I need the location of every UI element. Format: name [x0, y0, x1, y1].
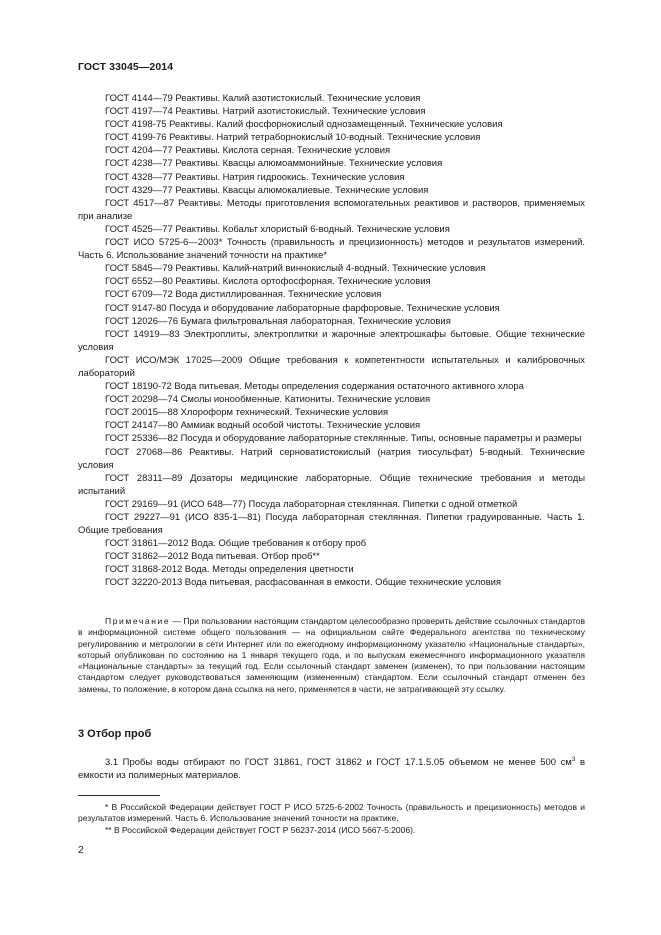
reference-item: ГОСТ ИСО 5725-6—2003* Точность (правильность и прецизионность) методов и результатов измерений. Часть 6. Использование значений точности на практике* [78, 237, 585, 262]
reference-item: ГОСТ 4199-76 Реактивы. Натрий тетраборнокислый 10-водный. Технические условия [105, 132, 481, 144]
superscript: 3 [571, 756, 576, 763]
reference-item: ГОСТ 6552—80 Реактивы. Кислота ортофосфорная. Технические условия [105, 276, 431, 288]
reference-item: ГОСТ 9147-80 Посуда и оборудование лабораторные фарфоровые. Технические условия [105, 302, 500, 314]
reference-item: ГОСТ 4238—77 Реактивы. Квасцы алюмоаммонийные. Технические условия [105, 158, 443, 170]
reference-item: ГОСТ 20015—88 Хлороформ технический. Технические условия [105, 407, 389, 419]
reference-item: ГОСТ 31862—2012 Вода питьевая. Отбор проб** [105, 551, 320, 563]
running-header: ГОСТ 33045—2014 [78, 61, 174, 73]
footnotes [78, 802, 585, 836]
page-number: 2 [78, 844, 84, 856]
reference-item: ГОСТ 32220-2013 Вода питьевая, расфасованная в емкости. Общие технические условия [105, 577, 502, 589]
reference-item: ГОСТ 4204—77 Реактивы. Кислота серная. Технические условия [105, 145, 391, 157]
reference-item: ГОСТ 25336—82 Посуда и оборудование лабораторные стеклянные. Типы, основные параметры и размеры [105, 433, 582, 445]
note-label: Примечание [105, 616, 171, 626]
reference-item: ГОСТ 4328—77 Реактивы. Натрия гидроокись. Технические условия [105, 171, 405, 183]
note-paragraph [78, 616, 585, 695]
reference-item: ГОСТ 4525—77 Реактивы. Кобальт хлористый 6-водный. Технические условия [105, 223, 450, 235]
reference-item: ГОСТ 4144—79 Реактивы. Калий азотистокислый. Технические условия [105, 93, 421, 104]
footnote: * В Российской Федерации действует ГОСТ Р ИСО 5725-6-2002 Точность (правильность и прецизионность) методов и результатов измерений. Часть 6. Использование значений точности на практике. [78, 802, 585, 824]
reference-item: ГОСТ 24147—80 Аммиак водный особой чистоты. Технические условия [105, 420, 421, 432]
section-text-end: в емкости из полимерных материалов. [78, 757, 585, 782]
reference-item: ГОСТ 5845—79 Реактивы. Калий-натрий виннокислый 4-водный. Технические условия [105, 263, 486, 275]
reference-item: ГОСТ 4517—87 Реактивы. Методы приготовления вспомогательных реактивов и растворов, применяемых при анализе [78, 197, 585, 222]
reference-item: ГОСТ 6709—72 Вода дистиллированная. Технические условия [105, 289, 382, 301]
footnote: ** В Российской Федерации действует ГОСТ Р 56237-2014 (ИСО 5667-5:2006). [105, 824, 416, 835]
section-paragraph [78, 753, 585, 782]
reference-item: ГОСТ 31868-2012 Вода. Методы определения цветности [105, 564, 354, 576]
reference-item: ГОСТ 27068—86 Реактивы. Натрий серноватистокислый (натрия тиосульфат) 5-водный. Технические условия [78, 446, 585, 471]
reference-item: ГОСТ 18190-72 Вода питьевая. Методы определения содержания остаточного активного хлора [105, 381, 524, 393]
section-text: 3.1 Пробы воды отбирают по ГОСТ 31861, ГОСТ 31862 и ГОСТ 17.1.5.05 объемом не менее 500 см [105, 757, 572, 768]
reference-item: ГОСТ 4198-75 Реактивы. Калий фосфорнокислый однозамещенный. Технические условия [105, 119, 503, 131]
reference-item: ГОСТ 28311—89 Дозаторы медицинские лабораторные. Общие технические требования и методы испытаний [78, 472, 585, 497]
reference-item: ГОСТ 29227—91 (ИСО 835-1—81) Посуда лабораторная стеклянная. Пипетки градуированные. Часть 1. Общие требования [78, 512, 585, 537]
normative-references-list [78, 92, 585, 590]
reference-item: ГОСТ 31861—2012 Вода. Общие требования к отбору проб [105, 538, 367, 550]
reference-item: ГОСТ 20298—74 Смолы ионообменные. Катиониты. Технические условия [105, 394, 431, 406]
note-text: — При пользовании настоящим стандартом целесообразно проверить действие ссылочных стандартов в информационной системе общего пользования — на официальном сайте Федерального агентства по техническому регулированию и метрологии в сети Интернет или по ежегодному информационному указателю «Национальные стандарты», который опубликован по состоянию на 1 января текущего года, и по выпускам ежемесячного информационного указателя «Национальные стандарты» за текущий год. Если ссылочный стандарт заменен (изменен), то при пользовании настоящим стандартом следует руководствоваться заменяющим (измененным) стандартом. Если ссылочный стандарт отменен без замены, то положение, в котором дана ссылка на него, применяется в части, не затрагивающей эту ссылку. [78, 616, 585, 694]
reference-item: ГОСТ ИСО/МЭК 17025—2009 Общие требования к компетентности испытательных и калибровочных лабораторий [78, 354, 585, 379]
reference-item: ГОСТ 14919—83 Электроплиты, электроплитки и жарочные электрошкафы бытовые. Общие технические условия [78, 328, 585, 353]
section-heading: 3 Отбор проб [78, 728, 152, 740]
reference-item: ГОСТ 4197—74 Реактивы. Натрий азотистокислый. Технические условия [105, 106, 426, 118]
reference-item: ГОСТ 29169—91 (ИСО 648—77) Посуда лабораторная стеклянная. Пипетки с одной отметкой [105, 498, 518, 510]
reference-item: ГОСТ 4329—77 Реактивы. Квасцы алюмокалиевые. Технические условия [105, 184, 429, 196]
footnote-separator [78, 795, 160, 796]
reference-item: ГОСТ 12026—76 Бумага фильтровальная лабораторная. Технические условия [105, 315, 451, 327]
